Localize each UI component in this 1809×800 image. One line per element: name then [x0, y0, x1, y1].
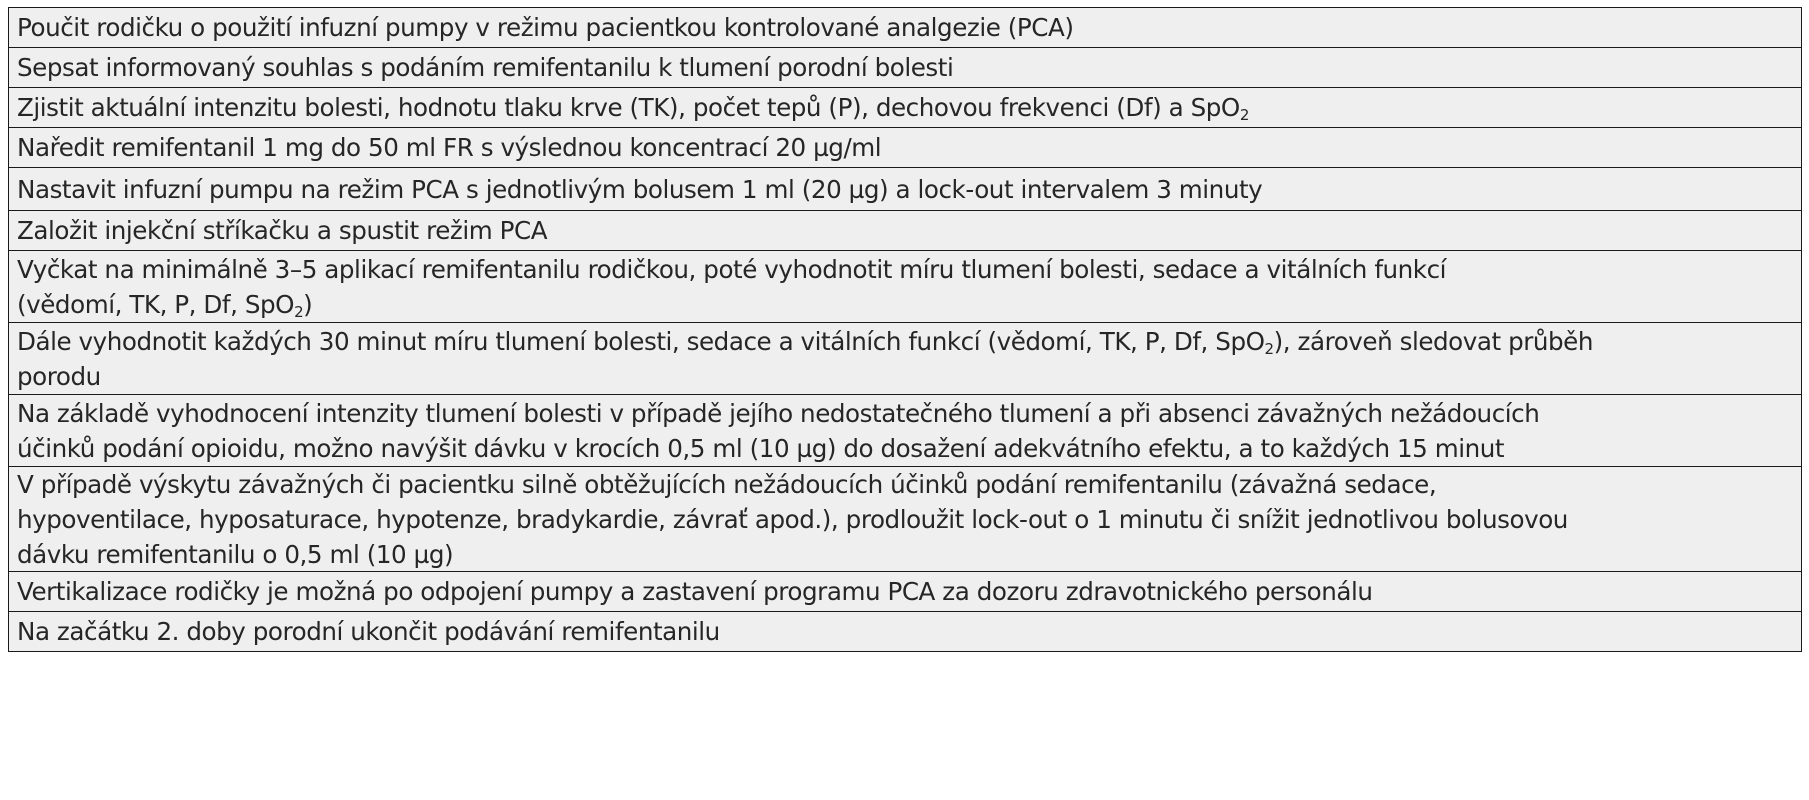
row-text-line [17, 287, 1801, 322]
row-text-line [17, 324, 1801, 359]
table-row [8, 211, 1802, 251]
row-text: Poučit rodičku o použití infuzní pumpy v režimu pacientkou kontrolované analgezie (PCA) [17, 13, 1074, 42]
table-row [8, 128, 1802, 168]
row-text: Naředit remifentanil 1 mg do 50 ml FR s výslednou koncentrací 20 µg/ml [17, 133, 882, 162]
table-row [8, 168, 1802, 211]
table-row [8, 88, 1802, 128]
row-text: Dále vyhodnotit každých 30 minut míru tlumení bolesti, sedace a vitálních funkcí (vědomí, TK, P, Df, SpO [17, 326, 1265, 356]
row-text: porodu [17, 361, 101, 391]
row-text: dávku remifentanilu o 0,5 ml (10 µg) [17, 539, 454, 569]
table-row [8, 323, 1802, 395]
subscript: 2 [1264, 339, 1274, 358]
subscript: 2 [1239, 106, 1249, 124]
table-row [8, 48, 1802, 88]
table-row [8, 572, 1802, 612]
row-text: účinků podání opioidu, možno navýšit dávku v krocích 0,5 ml (10 µg) do dosažení adekvátního efektu, a to každých 15 minut [17, 433, 1505, 463]
row-text: Na začátku 2. doby porodní ukončit podávání remifentanilu [17, 617, 720, 646]
table-row [8, 395, 1802, 467]
row-text: Sepsat informovaný souhlas s podáním remifentanilu k tlumení porodní bolesti [17, 53, 954, 82]
row-text: V případě výskytu závažných či pacientku silně obtěžujících nežádoucích účinků podání remifentanilu (závažná sedace, [17, 469, 1437, 499]
row-text: Vyčkat na minimálně 3–5 aplikací remifentanilu rodičkou, poté vyhodnotit míru tlumení bolesti, sedace a vitálních funkcí [17, 254, 1447, 284]
row-text: ), zároveň sledovat průběh [1273, 326, 1594, 356]
table-row [8, 8, 1802, 48]
row-text: Vertikalizace rodičky je možná po odpojení pumpy a zastavení programu PCA za dozoru zdravotnického personálu [17, 577, 1373, 606]
row-text-line [17, 90, 1801, 125]
row-text: Založit injekční stříkačku a spustit režim PCA [17, 216, 548, 245]
row-text: (vědomí, TK, P, Df, SpO [17, 289, 295, 319]
table-row [8, 251, 1802, 323]
row-text: Nastavit infuzní pumpu na režim PCA s jednotlivým bolusem 1 ml (20 µg) a lock-out intervalem 3 minuty [17, 174, 1263, 204]
row-text: hypoventilace, hyposaturace, hypotenze, bradykardie, závrať apod.), prodloužit lock-out o 1 minutu či snížit jednotlivou bolusovou [17, 504, 1568, 534]
subscript: 2 [294, 302, 304, 321]
row-text: Zjistit aktuální intenzitu bolesti, hodnotu tlaku krve (TK), počet tepů (P), dechovou frekvenci (Df) a SpO [17, 93, 1240, 122]
table-row [8, 612, 1802, 652]
row-text: Na základě vyhodnocení intenzity tlumení bolesti v případě jejího nedostatečného tlumení a při absenci závažných nežádoucích [17, 398, 1540, 428]
procedure-table [8, 7, 1802, 652]
table-row [8, 467, 1802, 572]
row-text: ) [303, 289, 313, 319]
